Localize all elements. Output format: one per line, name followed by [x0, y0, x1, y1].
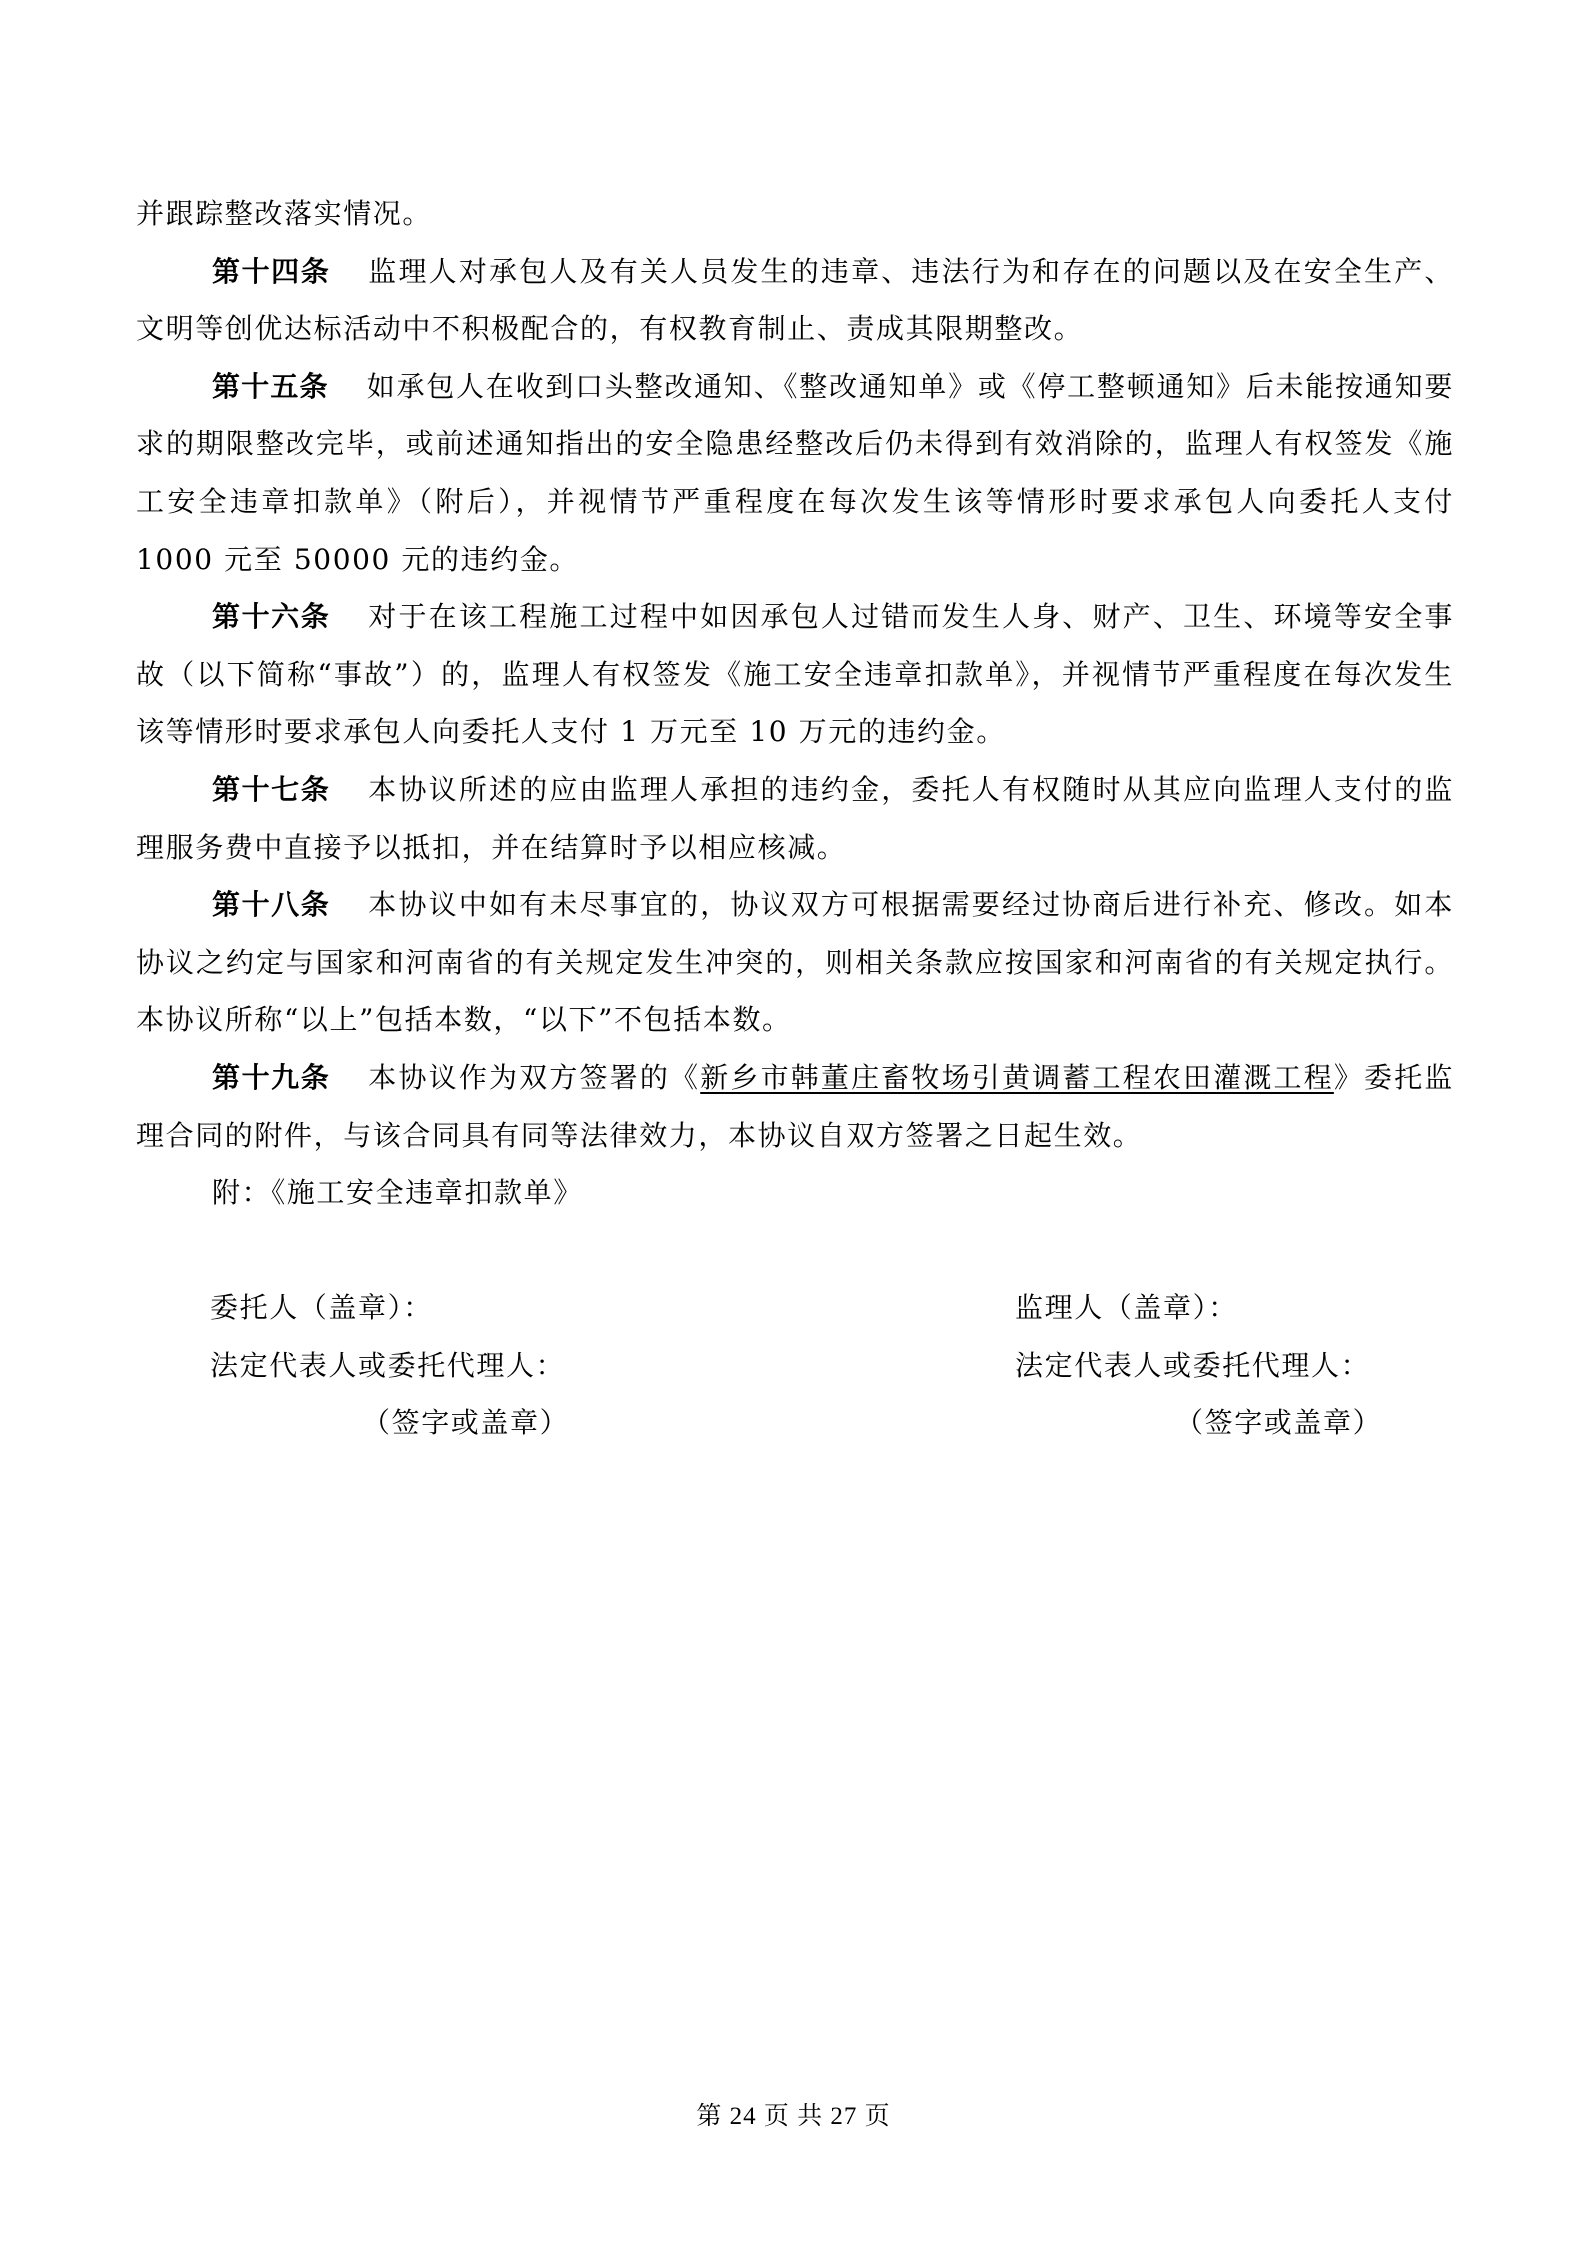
- article-number: 第十八条: [212, 888, 331, 922]
- article-text-after: 》委托监理合同的附件，与该合同具有同等法律效力，本协议自双方签署之日起生效。: [136, 1060, 1454, 1152]
- article-text: 本协议所述的应由监理人承担的违约金，委托人有权随时从其应向监理人支付的监理服务费中直接予以抵扣，并在结算时予以相应核减。: [136, 772, 1454, 864]
- agreement-body: [136, 185, 1454, 1222]
- article-15: [136, 358, 1454, 588]
- supervisor-party-label: 监理人（盖章）：: [1015, 1291, 1238, 1324]
- article-text: 监理人对承包人及有关人员发生的违章、违法行为和存在的问题以及在安全生产、文明等创优达标活动中不积极配合的，有权教育制止、责成其限期整改。: [136, 254, 1454, 346]
- supervisor-representative-label: 法定代表人或委托代理人：: [1015, 1348, 1371, 1382]
- article-18: [136, 876, 1454, 1049]
- article-text: 如承包人在收到口头整改通知、《整改通知单》或《停工整顿通知》后未能按通知要求的期限整改完毕，或前述通知指出的安全隐患经整改后仍未得到有效消除的，监理人有权签发《施工安全违章扣款单》（附后），并视情节严重程度在每次发生该等情形时要求承包人向委托人支付 1000 元至 50000 元的违约金。: [136, 369, 1454, 576]
- article-number: 第十六条: [212, 600, 331, 634]
- attachment-line: 附：《施工安全违章扣款单》: [212, 1176, 583, 1210]
- client-signature-block: [210, 1279, 569, 1452]
- page-number-footer: 第 24 页 共 27 页: [696, 2103, 891, 2130]
- article-text: 对于在该工程施工过程中如因承包人过错而发生人身、财产、卫生、环境等安全事故（以下简称“事故”）的，监理人有权签发《施工安全违章扣款单》，并视情节严重程度在每次发生该等情形时要求承包人向委托人支付 1 万元至 10 万元的违约金。: [136, 600, 1454, 749]
- supervisor-sign-note: （签字或盖章）: [1175, 1406, 1383, 1440]
- project-name: 新乡市韩董庄畜牧场引黄调蓄工程农田灌溉工程: [700, 1060, 1334, 1094]
- article-14: [136, 243, 1454, 358]
- supervisor-signature-block: [1015, 1279, 1382, 1452]
- continuation-paragraph: 并跟踪整改落实情况。: [136, 197, 433, 230]
- client-sign-note: （签字或盖章）: [362, 1406, 570, 1440]
- article-number: 第十五条: [212, 369, 329, 403]
- client-representative-label: 法定代表人或委托代理人：: [210, 1348, 566, 1382]
- article-number: 第十九条: [212, 1060, 331, 1094]
- article-19: [136, 1049, 1454, 1164]
- article-text: 本协议中如有未尽事宜的，协议双方可根据需要经过协商后进行补充、修改。如本协议之约定与国家和河南省的有关规定发生冲突的，则相关条款应按国家和河南省的有关规定执行。本协议所称“以上”包括本数，“以下”不包括本数。: [136, 888, 1454, 1037]
- article-text-before: 本协议作为双方签署的《: [368, 1060, 701, 1094]
- article-number: 第十七条: [212, 772, 331, 806]
- client-party-label: 委托人（盖章）：: [210, 1291, 433, 1324]
- article-number: 第十四条: [212, 254, 331, 288]
- article-16: [136, 588, 1454, 761]
- article-17: [136, 761, 1454, 876]
